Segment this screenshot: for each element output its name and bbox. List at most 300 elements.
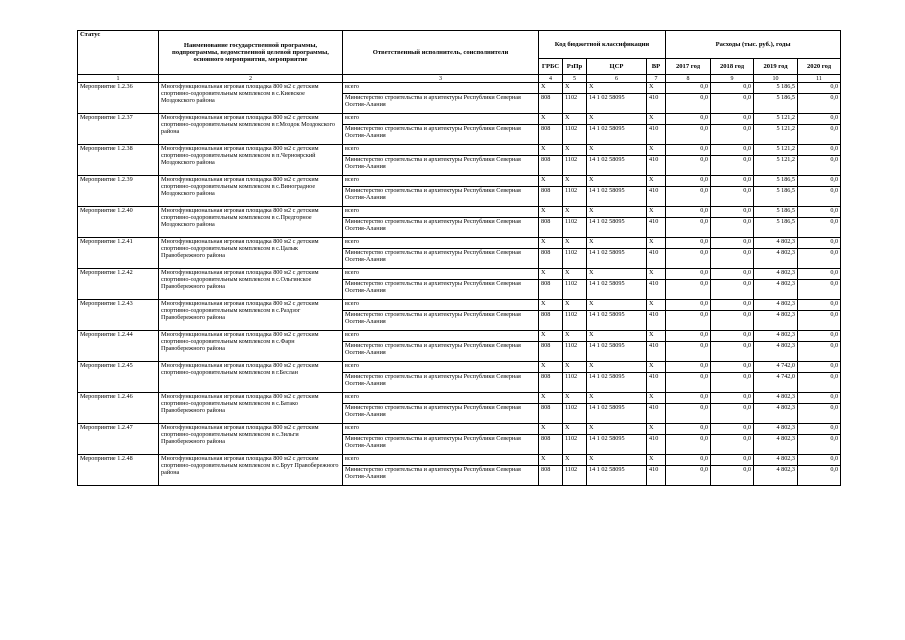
- column-number: 5: [563, 75, 587, 83]
- csr-header: ЦСР: [587, 59, 647, 75]
- grbs-cell: X: [539, 176, 563, 187]
- csr-cell: X: [587, 114, 647, 125]
- y2017-cell: 0,0: [666, 331, 711, 342]
- rzpr-cell: X: [563, 393, 587, 404]
- grbs-cell: X: [539, 269, 563, 280]
- bk-code-header: Код бюджетной классификации: [539, 31, 666, 59]
- executor-cell: Министерство строительства и архитектуры Республики Северная Осетия-Алания: [343, 435, 539, 455]
- y2017-cell: 0,0: [666, 342, 711, 362]
- csr-cell: 14 1 02 58095: [587, 280, 647, 300]
- rzpr-cell: X: [563, 83, 587, 94]
- executor-cell: всего: [343, 331, 539, 342]
- y2019-cell: 4 802,3: [754, 249, 798, 269]
- csr-cell: 14 1 02 58095: [587, 125, 647, 145]
- executor-cell: всего: [343, 238, 539, 249]
- grbs-cell: X: [539, 207, 563, 218]
- name-cell: Многофункциональная игровая площадка 800 м2 с детским спортивно-оздоровительным комплексом в с.Брут Правобережного района: [159, 455, 343, 486]
- executor-cell: Министерство строительства и архитектуры Республики Северная Осетия-Алания: [343, 218, 539, 238]
- table-row: [78, 238, 841, 249]
- executor-cell: Министерство строительства и архитектуры Республики Северная Осетия-Алания: [343, 249, 539, 269]
- name-cell: Многофункциональная игровая площадка 800 м2 с детским спортивно-оздоровительным комплексом в с.Раздзог Правобережного района: [159, 300, 343, 331]
- y2017-cell: 0,0: [666, 249, 711, 269]
- vr-cell: 410: [647, 435, 666, 455]
- y2019-cell: 4 802,3: [754, 466, 798, 486]
- table-row: [78, 176, 841, 187]
- y2019-cell: 4 802,3: [754, 331, 798, 342]
- y2019-cell: 4 802,3: [754, 300, 798, 311]
- vr-cell: X: [647, 269, 666, 280]
- csr-cell: 14 1 02 58095: [587, 466, 647, 486]
- y2019-cell: 4 802,3: [754, 393, 798, 404]
- year-header: 2017 год: [666, 59, 711, 75]
- status-cell: Мероприятие 1.2.40: [78, 207, 159, 238]
- status-header: Статус: [78, 31, 159, 75]
- y2020-cell: 0,0: [798, 362, 841, 373]
- y2017-cell: 0,0: [666, 125, 711, 145]
- budget-table: [77, 30, 841, 486]
- year-header: 2020 год: [798, 59, 841, 75]
- column-number: 8: [666, 75, 711, 83]
- executor-cell: всего: [343, 114, 539, 125]
- table-row: [78, 207, 841, 218]
- y2018-cell: 0,0: [711, 249, 754, 269]
- executor-cell: Министерство строительства и архитектуры Республики Северная Осетия-Алания: [343, 404, 539, 424]
- csr-cell: 14 1 02 58095: [587, 249, 647, 269]
- csr-cell: X: [587, 145, 647, 156]
- y2019-cell: 4 802,3: [754, 238, 798, 249]
- rzpr-cell: X: [563, 145, 587, 156]
- csr-cell: 14 1 02 58095: [587, 404, 647, 424]
- grbs-cell: 808: [539, 342, 563, 362]
- executor-cell: Министерство строительства и архитектуры Республики Северная Осетия-Алания: [343, 125, 539, 145]
- grbs-cell: 808: [539, 311, 563, 331]
- y2019-cell: 4 802,3: [754, 404, 798, 424]
- y2017-cell: 0,0: [666, 280, 711, 300]
- y2017-cell: 0,0: [666, 238, 711, 249]
- grbs-cell: 808: [539, 218, 563, 238]
- y2017-cell: 0,0: [666, 311, 711, 331]
- y2017-cell: 0,0: [666, 187, 711, 207]
- vr-cell: 410: [647, 280, 666, 300]
- y2019-cell: 5 121,2: [754, 156, 798, 176]
- table-row: [78, 300, 841, 311]
- column-number: 4: [539, 75, 563, 83]
- y2017-cell: 0,0: [666, 424, 711, 435]
- y2019-cell: 4 802,3: [754, 311, 798, 331]
- name-cell: Многофункциональная игровая площадка 800 м2 с детским спортивно-оздоровительным комплексом в с.Киевское Моздокского района: [159, 83, 343, 114]
- vr-cell: 410: [647, 94, 666, 114]
- table-row: [78, 362, 841, 373]
- table-row: [78, 331, 841, 342]
- name-cell: Многофункциональная игровая площадка 800 м2 с детским спортивно-оздоровительным комплексом в с.Цалык Правобережного района: [159, 238, 343, 269]
- status-cell: Мероприятие 1.2.46: [78, 393, 159, 424]
- executor-cell: Министерство строительства и архитектуры Республики Северная Осетия-Алания: [343, 187, 539, 207]
- y2017-cell: 0,0: [666, 114, 711, 125]
- grbs-cell: 808: [539, 156, 563, 176]
- y2020-cell: 0,0: [798, 300, 841, 311]
- y2019-cell: 5 186,5: [754, 94, 798, 114]
- grbs-cell: 808: [539, 94, 563, 114]
- executor-cell: Министерство строительства и архитектуры Республики Северная Осетия-Алания: [343, 156, 539, 176]
- vr-cell: X: [647, 393, 666, 404]
- rzpr-cell: 1102: [563, 249, 587, 269]
- rzpr-cell: X: [563, 300, 587, 311]
- vr-cell: 410: [647, 187, 666, 207]
- csr-cell: X: [587, 393, 647, 404]
- vr-cell: 410: [647, 466, 666, 486]
- csr-cell: X: [587, 238, 647, 249]
- rzpr-cell: X: [563, 114, 587, 125]
- name-cell: Многофункциональная игровая площадка 800 м2 с детским спортивно-оздоровительным комплексом в с.Зильги Правобережного района: [159, 424, 343, 455]
- rzpr-cell: X: [563, 207, 587, 218]
- y2017-cell: 0,0: [666, 435, 711, 455]
- y2018-cell: 0,0: [711, 373, 754, 393]
- name-cell: Многофункциональная игровая площадка 800 м2 с детским спортивно-оздоровительным комплексом в с.Виноградное Моздокского района: [159, 176, 343, 207]
- y2017-cell: 0,0: [666, 145, 711, 156]
- executor-cell: всего: [343, 300, 539, 311]
- grbs-cell: X: [539, 238, 563, 249]
- csr-cell: 14 1 02 58095: [587, 311, 647, 331]
- status-cell: Мероприятие 1.2.41: [78, 238, 159, 269]
- rzpr-cell: 1102: [563, 156, 587, 176]
- executor-cell: всего: [343, 424, 539, 435]
- y2019-cell: 4 802,3: [754, 435, 798, 455]
- y2020-cell: 0,0: [798, 435, 841, 455]
- grbs-cell: X: [539, 83, 563, 94]
- y2020-cell: 0,0: [798, 156, 841, 176]
- name-cell: Многофункциональная игровая площадка 800 м2 с детским спортивно-оздоровительным комплексом в г.Беслан: [159, 362, 343, 393]
- grbs-cell: X: [539, 362, 563, 373]
- executor-cell: всего: [343, 362, 539, 373]
- status-cell: Мероприятие 1.2.48: [78, 455, 159, 486]
- rzpr-cell: 1102: [563, 466, 587, 486]
- executor-cell: Министерство строительства и архитектуры Республики Северная Осетия-Алания: [343, 466, 539, 486]
- y2020-cell: 0,0: [798, 218, 841, 238]
- y2020-cell: 0,0: [798, 83, 841, 94]
- y2019-cell: 4 802,3: [754, 280, 798, 300]
- rzpr-cell: 1102: [563, 373, 587, 393]
- y2018-cell: 0,0: [711, 311, 754, 331]
- y2017-cell: 0,0: [666, 373, 711, 393]
- y2018-cell: 0,0: [711, 280, 754, 300]
- name-cell: Многофункциональная игровая площадка 800 м2 с детским спортивно-оздоровительным комплексом в г.Моздок Моздокского района: [159, 114, 343, 145]
- column-number: 3: [343, 75, 539, 83]
- rzpr-cell: X: [563, 331, 587, 342]
- executor-cell: всего: [343, 83, 539, 94]
- y2018-cell: 0,0: [711, 145, 754, 156]
- y2020-cell: 0,0: [798, 331, 841, 342]
- y2019-cell: 4 742,0: [754, 362, 798, 373]
- grbs-cell: 808: [539, 280, 563, 300]
- y2017-cell: 0,0: [666, 94, 711, 114]
- y2018-cell: 0,0: [711, 300, 754, 311]
- vr-cell: X: [647, 114, 666, 125]
- y2019-cell: 5 121,2: [754, 125, 798, 145]
- y2019-cell: 5 186,5: [754, 218, 798, 238]
- name-header: Наименование государственной программы, подпрограммы, ведомственной целевой программы, основного мероприятия, мероприятие: [159, 31, 343, 75]
- grbs-cell: 808: [539, 187, 563, 207]
- csr-cell: 14 1 02 58095: [587, 187, 647, 207]
- column-number-row: [78, 75, 841, 83]
- rzpr-cell: 1102: [563, 311, 587, 331]
- y2019-cell: 5 186,5: [754, 187, 798, 207]
- column-number: 10: [754, 75, 798, 83]
- table-body: [78, 83, 841, 486]
- grbs-cell: X: [539, 300, 563, 311]
- rzpr-cell: 1102: [563, 404, 587, 424]
- y2018-cell: 0,0: [711, 156, 754, 176]
- csr-cell: X: [587, 176, 647, 187]
- y2019-cell: 5 121,2: [754, 114, 798, 125]
- table-row: [78, 145, 841, 156]
- table-row: [78, 269, 841, 280]
- y2018-cell: 0,0: [711, 238, 754, 249]
- vr-cell: 410: [647, 342, 666, 362]
- y2018-cell: 0,0: [711, 125, 754, 145]
- expenses-header: Расходы (тыс. руб.), годы: [666, 31, 841, 59]
- csr-cell: X: [587, 331, 647, 342]
- vr-cell: X: [647, 331, 666, 342]
- y2020-cell: 0,0: [798, 311, 841, 331]
- y2019-cell: 4 802,3: [754, 455, 798, 466]
- executor-cell: всего: [343, 145, 539, 156]
- table-row: [78, 83, 841, 94]
- y2020-cell: 0,0: [798, 342, 841, 362]
- column-number: 1: [78, 75, 159, 83]
- y2018-cell: 0,0: [711, 114, 754, 125]
- y2017-cell: 0,0: [666, 176, 711, 187]
- vr-cell: 410: [647, 249, 666, 269]
- table-row: [78, 393, 841, 404]
- rzpr-cell: X: [563, 269, 587, 280]
- grbs-cell: X: [539, 424, 563, 435]
- column-number: 11: [798, 75, 841, 83]
- vr-cell: X: [647, 207, 666, 218]
- y2018-cell: 0,0: [711, 404, 754, 424]
- vr-cell: X: [647, 238, 666, 249]
- y2020-cell: 0,0: [798, 125, 841, 145]
- csr-cell: X: [587, 300, 647, 311]
- rzpr-cell: 1102: [563, 435, 587, 455]
- grbs-cell: 808: [539, 249, 563, 269]
- y2020-cell: 0,0: [798, 207, 841, 218]
- executor-cell: всего: [343, 455, 539, 466]
- grbs-cell: 808: [539, 435, 563, 455]
- vr-cell: 410: [647, 218, 666, 238]
- y2020-cell: 0,0: [798, 176, 841, 187]
- rzpr-cell: 1102: [563, 94, 587, 114]
- grbs-cell: X: [539, 145, 563, 156]
- rzpr-cell: 1102: [563, 125, 587, 145]
- table-row: [78, 455, 841, 466]
- grbs-header: ГРБС: [539, 59, 563, 75]
- y2017-cell: 0,0: [666, 300, 711, 311]
- executor-cell: всего: [343, 207, 539, 218]
- y2018-cell: 0,0: [711, 83, 754, 94]
- executor-cell: всего: [343, 269, 539, 280]
- grbs-cell: 808: [539, 466, 563, 486]
- y2020-cell: 0,0: [798, 238, 841, 249]
- y2018-cell: 0,0: [711, 424, 754, 435]
- status-cell: Мероприятие 1.2.37: [78, 114, 159, 145]
- csr-cell: X: [587, 362, 647, 373]
- csr-cell: 14 1 02 58095: [587, 435, 647, 455]
- vr-cell: 410: [647, 373, 666, 393]
- csr-cell: 14 1 02 58095: [587, 373, 647, 393]
- table-row: [78, 114, 841, 125]
- y2018-cell: 0,0: [711, 187, 754, 207]
- y2020-cell: 0,0: [798, 94, 841, 114]
- executor-cell: всего: [343, 176, 539, 187]
- executor-header: Ответственный исполнитель, соисполнители: [343, 31, 539, 75]
- vr-header: ВР: [647, 59, 666, 75]
- csr-cell: 14 1 02 58095: [587, 342, 647, 362]
- y2019-cell: 4 802,3: [754, 342, 798, 362]
- rzpr-cell: X: [563, 424, 587, 435]
- y2020-cell: 0,0: [798, 404, 841, 424]
- grbs-cell: X: [539, 331, 563, 342]
- column-number: 7: [647, 75, 666, 83]
- csr-cell: X: [587, 424, 647, 435]
- vr-cell: X: [647, 300, 666, 311]
- y2018-cell: 0,0: [711, 218, 754, 238]
- csr-cell: 14 1 02 58095: [587, 218, 647, 238]
- vr-cell: X: [647, 455, 666, 466]
- executor-cell: Министерство строительства и архитектуры Республики Северная Осетия-Алания: [343, 94, 539, 114]
- y2020-cell: 0,0: [798, 145, 841, 156]
- executor-cell: Министерство строительства и архитектуры Республики Северная Осетия-Алания: [343, 311, 539, 331]
- csr-cell: X: [587, 83, 647, 94]
- y2019-cell: 4 802,3: [754, 269, 798, 280]
- y2017-cell: 0,0: [666, 83, 711, 94]
- status-cell: Мероприятие 1.2.44: [78, 331, 159, 362]
- y2019-cell: 5 186,5: [754, 207, 798, 218]
- y2017-cell: 0,0: [666, 156, 711, 176]
- grbs-cell: X: [539, 114, 563, 125]
- column-number: 2: [159, 75, 343, 83]
- csr-cell: X: [587, 455, 647, 466]
- executor-cell: Министерство строительства и архитектуры Республики Северная Осетия-Алания: [343, 373, 539, 393]
- grbs-cell: 808: [539, 404, 563, 424]
- vr-cell: X: [647, 362, 666, 373]
- executor-cell: всего: [343, 393, 539, 404]
- y2017-cell: 0,0: [666, 207, 711, 218]
- rzpr-cell: 1102: [563, 187, 587, 207]
- y2020-cell: 0,0: [798, 249, 841, 269]
- rzpr-cell: X: [563, 455, 587, 466]
- vr-cell: 410: [647, 156, 666, 176]
- status-cell: Мероприятие 1.2.45: [78, 362, 159, 393]
- vr-cell: 410: [647, 125, 666, 145]
- status-cell: Мероприятие 1.2.39: [78, 176, 159, 207]
- name-cell: Многофункциональная игровая площадка 800 м2 с детским спортивно-оздоровительным комплексом в с.Фарн Правобережного района: [159, 331, 343, 362]
- name-cell: Многофункциональная игровая площадка 800 м2 с детским спортивно-оздоровительным комплексом в с.Ольгинское Правобережного района: [159, 269, 343, 300]
- table-row: [78, 424, 841, 435]
- year-header: 2018 год: [711, 59, 754, 75]
- rzpr-cell: 1102: [563, 218, 587, 238]
- rzpr-cell: 1102: [563, 280, 587, 300]
- executor-cell: Министерство строительства и архитектуры Республики Северная Осетия-Алания: [343, 280, 539, 300]
- name-cell: Многофункциональная игровая площадка 800 м2 с детским спортивно-оздоровительным комплексом в с.Батако Правобережного района: [159, 393, 343, 424]
- y2017-cell: 0,0: [666, 466, 711, 486]
- y2017-cell: 0,0: [666, 218, 711, 238]
- vr-cell: X: [647, 83, 666, 94]
- y2020-cell: 0,0: [798, 424, 841, 435]
- vr-cell: 410: [647, 311, 666, 331]
- name-cell: Многофункциональная игровая площадка 800 м2 с детским спортивно-оздоровительным комплексом в с.Предгорное Моздокского района: [159, 207, 343, 238]
- y2020-cell: 0,0: [798, 373, 841, 393]
- grbs-cell: 808: [539, 125, 563, 145]
- csr-cell: X: [587, 269, 647, 280]
- name-cell: Многофункциональная игровая площадка 800 м2 с детским спортивно-оздоровительным комплексом в п.Черноярский Моздокского района: [159, 145, 343, 176]
- y2020-cell: 0,0: [798, 393, 841, 404]
- y2020-cell: 0,0: [798, 455, 841, 466]
- column-number: 9: [711, 75, 754, 83]
- rzpr-cell: X: [563, 238, 587, 249]
- rzpr-cell: X: [563, 176, 587, 187]
- y2018-cell: 0,0: [711, 435, 754, 455]
- y2018-cell: 0,0: [711, 466, 754, 486]
- csr-cell: X: [587, 207, 647, 218]
- y2017-cell: 0,0: [666, 404, 711, 424]
- y2018-cell: 0,0: [711, 269, 754, 280]
- y2017-cell: 0,0: [666, 455, 711, 466]
- y2019-cell: 5 186,5: [754, 176, 798, 187]
- column-number: 6: [587, 75, 647, 83]
- status-cell: Мероприятие 1.2.36: [78, 83, 159, 114]
- y2019-cell: 5 121,2: [754, 145, 798, 156]
- rzpr-header: РзПр: [563, 59, 587, 75]
- y2020-cell: 0,0: [798, 114, 841, 125]
- csr-cell: 14 1 02 58095: [587, 94, 647, 114]
- y2020-cell: 0,0: [798, 187, 841, 207]
- y2020-cell: 0,0: [798, 280, 841, 300]
- year-header: 2019 год: [754, 59, 798, 75]
- status-cell: Мероприятие 1.2.43: [78, 300, 159, 331]
- rzpr-cell: X: [563, 362, 587, 373]
- y2020-cell: 0,0: [798, 466, 841, 486]
- y2018-cell: 0,0: [711, 393, 754, 404]
- rzpr-cell: 1102: [563, 342, 587, 362]
- y2019-cell: 5 186,5: [754, 83, 798, 94]
- y2018-cell: 0,0: [711, 331, 754, 342]
- grbs-cell: X: [539, 455, 563, 466]
- y2019-cell: 4 802,3: [754, 424, 798, 435]
- vr-cell: 410: [647, 404, 666, 424]
- vr-cell: X: [647, 145, 666, 156]
- y2017-cell: 0,0: [666, 362, 711, 373]
- status-cell: Мероприятие 1.2.42: [78, 269, 159, 300]
- y2018-cell: 0,0: [711, 94, 754, 114]
- y2017-cell: 0,0: [666, 393, 711, 404]
- y2018-cell: 0,0: [711, 176, 754, 187]
- y2017-cell: 0,0: [666, 269, 711, 280]
- grbs-cell: X: [539, 393, 563, 404]
- status-cell: Мероприятие 1.2.38: [78, 145, 159, 176]
- y2018-cell: 0,0: [711, 342, 754, 362]
- vr-cell: X: [647, 176, 666, 187]
- vr-cell: X: [647, 424, 666, 435]
- executor-cell: Министерство строительства и архитектуры Республики Северная Осетия-Алания: [343, 342, 539, 362]
- status-cell: Мероприятие 1.2.47: [78, 424, 159, 455]
- y2019-cell: 4 742,0: [754, 373, 798, 393]
- grbs-cell: 808: [539, 373, 563, 393]
- y2018-cell: 0,0: [711, 362, 754, 373]
- csr-cell: 14 1 02 58095: [587, 156, 647, 176]
- y2018-cell: 0,0: [711, 207, 754, 218]
- y2018-cell: 0,0: [711, 455, 754, 466]
- y2020-cell: 0,0: [798, 269, 841, 280]
